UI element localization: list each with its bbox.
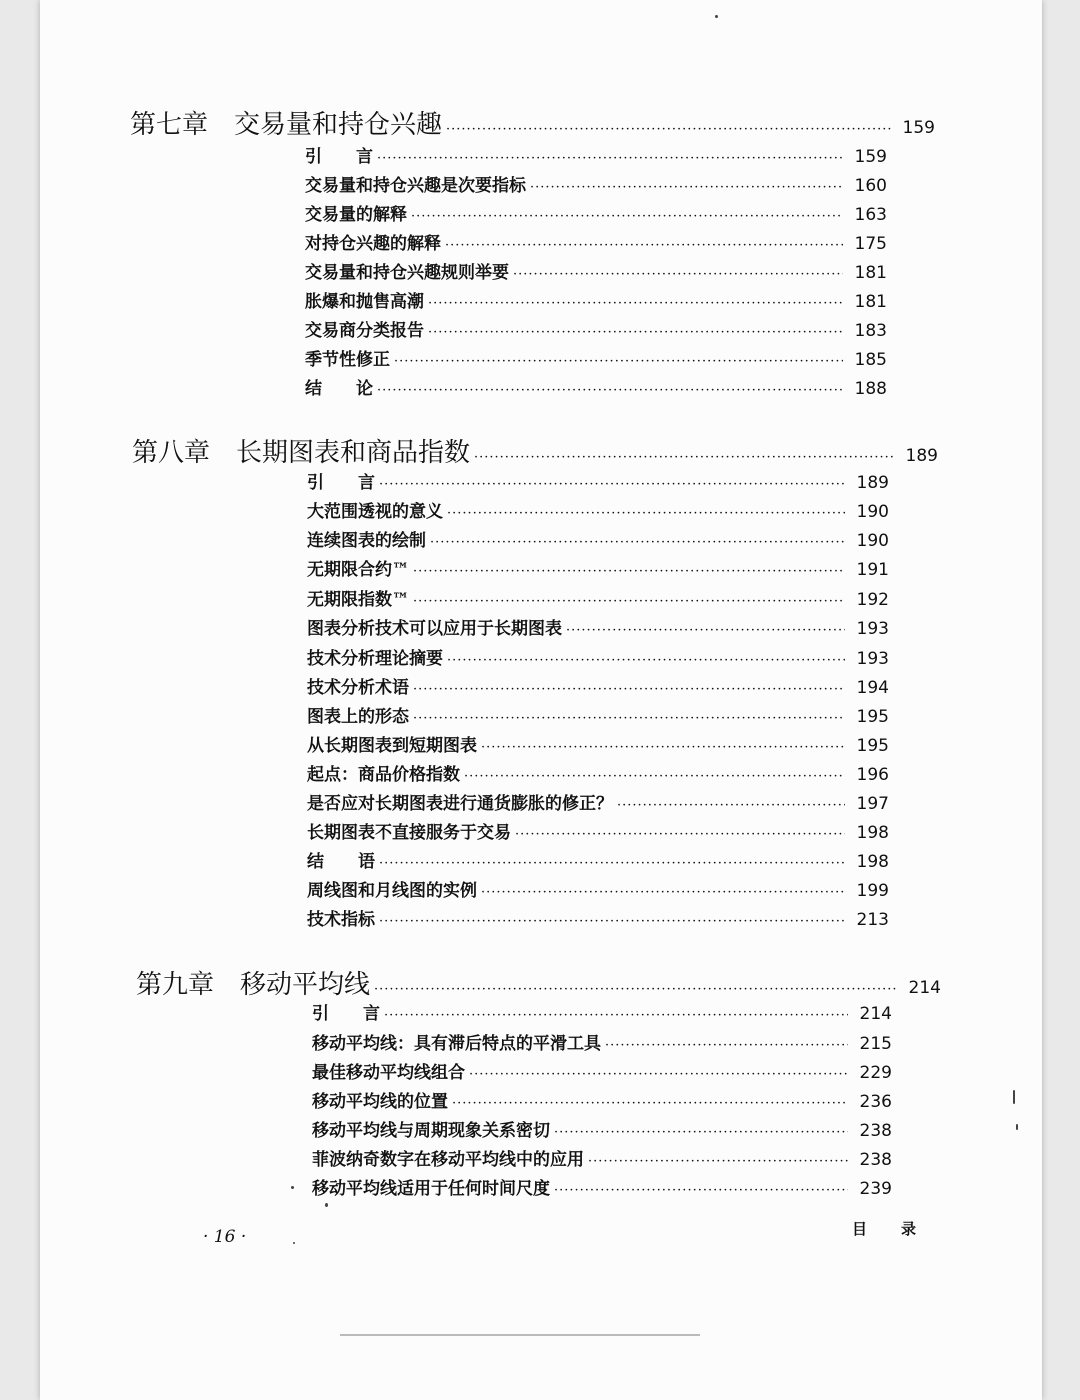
leader-dots [513, 267, 843, 282]
entry-title: 连续图表的绘制 [307, 531, 426, 551]
chapter-heading[interactable] [130, 104, 935, 141]
toc-entry[interactable] [307, 497, 889, 522]
entry-title: 菲波纳奇数字在移动平均线中的应用 [312, 1150, 584, 1170]
entry-title: 移动平均线适用于任何时间尺度 [312, 1179, 550, 1199]
entry-title: 结 语 [307, 852, 375, 872]
leader-dots [445, 238, 843, 253]
leader-dots [428, 325, 843, 340]
toc-entry[interactable] [307, 526, 889, 551]
toc-entry[interactable] [307, 468, 889, 493]
leader-dots [430, 535, 845, 550]
entry-page: 214 [859, 1004, 892, 1024]
scan-speck [293, 1242, 295, 1244]
entry-title: 引 言 [305, 147, 373, 167]
entry-title: 图表上的形态 [307, 707, 409, 727]
running-footer: 目录 [852, 1220, 951, 1238]
entry-page: 188 [854, 379, 887, 399]
leader-dots [413, 682, 845, 697]
toc-entry[interactable] [312, 1145, 892, 1170]
entry-page: 189 [856, 473, 889, 493]
leader-dots [530, 180, 843, 195]
entry-page: 181 [854, 263, 887, 283]
chapter-page: 189 [905, 446, 938, 466]
chapter-title: 长期图表和商品指数 [236, 438, 471, 468]
leader-dots [469, 1067, 848, 1082]
leader-dots [384, 1008, 848, 1023]
entry-page: 175 [854, 234, 887, 254]
leader-dots [411, 209, 843, 224]
toc-entry[interactable] [305, 142, 887, 167]
entry-title: 交易量和持仓兴趣规则举要 [305, 263, 509, 283]
entry-title: 引 言 [307, 473, 375, 493]
toc-entry[interactable] [305, 287, 887, 312]
toc-entry[interactable] [307, 585, 889, 610]
entry-page: 190 [856, 531, 889, 551]
entry-title: 图表分析技术可以应用于长期图表 [307, 619, 562, 639]
entry-page: 181 [854, 292, 887, 312]
leader-dots [554, 1125, 848, 1140]
scan-speck [325, 1203, 328, 1207]
toc-entry[interactable] [312, 1087, 892, 1112]
toc-entry[interactable] [305, 229, 887, 254]
entry-page: 196 [856, 765, 889, 785]
leader-dots [379, 914, 845, 929]
entry-page: 191 [856, 560, 889, 580]
toc-entry[interactable] [307, 673, 889, 698]
entry-page: 194 [856, 678, 889, 698]
leader-dots [374, 982, 897, 997]
leader-dots [452, 1096, 848, 1111]
entry-page: 192 [856, 590, 889, 610]
leader-dots [605, 1038, 848, 1053]
entry-page: 239 [859, 1179, 892, 1199]
entry-title: 胀爆和抛售高潮 [305, 292, 424, 312]
entry-title: 技术分析理论摘要 [307, 649, 443, 669]
leader-dots [481, 740, 845, 755]
toc-entry[interactable] [307, 614, 889, 639]
entry-title: 技术指标 [307, 910, 375, 930]
leader-dots [413, 594, 845, 609]
toc-entry[interactable] [305, 345, 887, 370]
toc-entry[interactable] [305, 258, 887, 283]
toc-entry[interactable] [307, 731, 889, 756]
entry-page: 213 [856, 910, 889, 930]
chapter-title: 移动平均线 [240, 970, 371, 1000]
chapter-number: 第八章 [132, 438, 211, 468]
toc-entry[interactable] [312, 1058, 892, 1083]
toc-entry[interactable] [312, 1116, 892, 1141]
toc-entry[interactable] [307, 876, 889, 901]
entry-title: 季节性修正 [305, 350, 390, 370]
chapter-page: 159 [902, 118, 935, 138]
leader-dots [413, 711, 845, 726]
entry-title: 无期限指数™ [307, 590, 409, 610]
leader-dots [447, 653, 845, 668]
leader-dots [447, 506, 845, 521]
leader-dots [515, 827, 845, 842]
toc-entry[interactable] [307, 760, 889, 785]
leader-dots [617, 798, 845, 813]
scan-speck [1013, 1090, 1015, 1104]
toc-entry[interactable] [312, 1174, 892, 1199]
chapter-number: 第七章 [130, 110, 209, 140]
entry-page: 236 [859, 1092, 892, 1112]
entry-title: 无期限合约™ [307, 560, 409, 580]
entry-title: 周线图和月线图的实例 [307, 881, 477, 901]
entry-title: 交易量和持仓兴趣是次要指标 [305, 176, 526, 196]
toc-entry[interactable] [307, 905, 889, 930]
leader-dots [554, 1183, 848, 1198]
entry-page: 159 [854, 147, 887, 167]
toc-entry[interactable] [312, 999, 892, 1024]
entry-page: 195 [856, 736, 889, 756]
entry-page: 238 [859, 1150, 892, 1170]
page-number: · 16 · [203, 1227, 247, 1247]
toc-entry[interactable] [307, 555, 889, 580]
entry-page: 193 [856, 619, 889, 639]
toc-entry[interactable] [307, 702, 889, 727]
chapter-title: 交易量和持仓兴趣 [234, 110, 443, 140]
entry-page: 215 [859, 1034, 892, 1054]
entry-title: 结 论 [305, 379, 373, 399]
entry-title: 引 言 [312, 1004, 380, 1024]
entry-page: 197 [856, 794, 889, 814]
toc-entry[interactable] [312, 1029, 892, 1054]
entry-title: 移动平均线：具有滞后特点的平滑工具 [312, 1034, 601, 1054]
leader-dots [377, 383, 843, 398]
entry-page: 185 [854, 350, 887, 370]
entry-page: 195 [856, 707, 889, 727]
scan-speck [291, 1186, 294, 1189]
leader-dots [446, 122, 891, 137]
entry-title: 最佳移动平均线组合 [312, 1063, 465, 1083]
toc-entry[interactable] [305, 200, 887, 225]
entry-page: 198 [856, 823, 889, 843]
scan-speck [1016, 1124, 1018, 1130]
toc-entry[interactable] [305, 316, 887, 341]
leader-dots [588, 1154, 848, 1169]
leader-dots [394, 354, 843, 369]
entry-page: 183 [854, 321, 887, 341]
entry-title: 从长期图表到短期图表 [307, 736, 477, 756]
leader-dots [379, 856, 845, 871]
leader-dots [413, 564, 845, 579]
entry-title: 起点：商品价格指数 [307, 765, 460, 785]
leader-dots [474, 450, 894, 465]
leader-dots [566, 623, 845, 638]
entry-page: 190 [856, 502, 889, 522]
scan-speck [340, 1334, 700, 1336]
toc-entry[interactable] [307, 789, 889, 814]
entry-title: 移动平均线的位置 [312, 1092, 448, 1112]
entry-page: 160 [854, 176, 887, 196]
toc-entry[interactable] [307, 847, 889, 872]
chapter-heading[interactable] [136, 964, 941, 1001]
toc-entry[interactable] [307, 644, 889, 669]
leader-dots [464, 769, 845, 784]
entry-page: 193 [856, 649, 889, 669]
entry-title: 交易商分类报告 [305, 321, 424, 341]
toc-entry[interactable] [305, 374, 887, 399]
entry-page: 238 [859, 1121, 892, 1141]
leader-dots [481, 885, 845, 900]
chapter-page: 214 [908, 978, 941, 998]
leader-dots [428, 296, 843, 311]
leader-dots [379, 477, 845, 492]
entry-title: 长期图表不直接服务于交易 [307, 823, 511, 843]
entry-title: 大范围透视的意义 [307, 502, 443, 522]
toc-entry[interactable] [305, 171, 887, 196]
document-page [40, 0, 1042, 1400]
entry-page: 198 [856, 852, 889, 872]
entry-title: 对持仓兴趣的解释 [305, 234, 441, 254]
entry-title: 交易量的解释 [305, 205, 407, 225]
entry-page: 229 [859, 1063, 892, 1083]
leader-dots [377, 151, 843, 166]
entry-page: 163 [854, 205, 887, 225]
chapter-heading[interactable] [132, 432, 938, 469]
entry-title: 是否应对长期图表进行通货膨胀的修正？ [307, 794, 613, 814]
toc-entry[interactable] [307, 818, 889, 843]
scan-speck [715, 15, 718, 18]
entry-page: 199 [856, 881, 889, 901]
entry-title: 移动平均线与周期现象关系密切 [312, 1121, 550, 1141]
chapter-number: 第九章 [136, 970, 215, 1000]
entry-title: 技术分析术语 [307, 678, 409, 698]
